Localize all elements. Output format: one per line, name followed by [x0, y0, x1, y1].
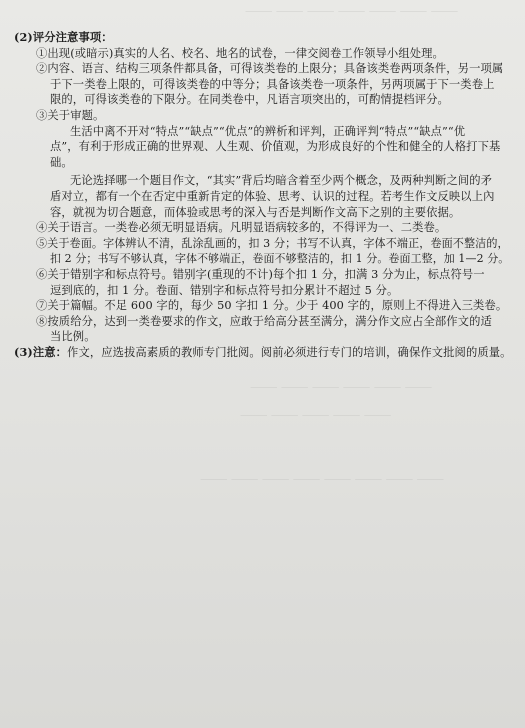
grading-notes — [14, 30, 514, 360]
show-through-text: ⸻ ⸻ ⸻ ⸻ ⸻ ⸻ — [250, 380, 433, 393]
note-item-2-cont: 于下一类卷上限的，可得该类卷的中等分；具备该类卷一项条件，另两项属于下一类卷上 — [50, 77, 495, 91]
note-item-3-para: 生活中离不开对“特点”“缺点”“优点”的辨析和评判，正确评判“特点”“缺点”“优 — [70, 124, 466, 138]
note-item-6: ⑥关于错别字和标点符号。错别字(重现的不计)每个扣 1 分，扣满 3 分为止，标点符号一 — [36, 267, 485, 281]
note-item-3-para: 盾对立，都有一个在否定中重新肯定的体验、思考、认识的过程。若考生作文反映以上內 — [50, 189, 495, 203]
note-item-4: ④关于语言。一类卷必须无明显语病。凡明显语病较多的，不得评为一、二类卷。 — [36, 221, 447, 235]
show-through-text: ⸻ ⸻ ⸻ ⸻ ⸻ ⸻ ⸻ ⸻ — [200, 472, 445, 485]
note-item-3-para: 无论选择哪一个题目作文，“其实”背后均暗含着至少两个概念，及两种判断之间的矛 — [70, 174, 493, 188]
note-item-3-para: 础。 — [50, 155, 73, 169]
note-item-5-cont: 扣 2 分；书写不够认真，字体不够端正，卷面不够整洁的，扣 1 分。卷面工整，加 1—2 分。 — [50, 252, 510, 266]
show-through-text: ⸻ ⸻ ⸻ ⸻ ⸻ ⸻ ⸻ — [245, 4, 459, 17]
note-item-2: ②内容、语言、结构三项条件都具备，可得该类卷的上限分；具备该类卷两项条件，另一项属 — [36, 62, 504, 76]
note-item-8-cont: 当比例。 — [50, 330, 96, 344]
show-through-text: ⸻ ⸻ ⸻ ⸻ ⸻ — [240, 408, 392, 421]
note-item-3-para: 点”，有利于形成正确的世界观、人生观、价值观，为形成良好的个性和健全的人格打下基 — [50, 140, 501, 154]
note-item-8: ⑧按质给分，达到一类卷要求的作文，应敢于给高分甚至满分，满分作文应占全部作文的适 — [36, 314, 492, 328]
attention-note — [14, 345, 514, 361]
note-item-1: ①出现(或暗示)真实的人名、校名、地名的试卷，一律交阅卷工作领导小组处理。 — [36, 46, 444, 60]
note-item-6-cont: 逗到底的，扣 1 分。卷面、错别字和标点符号扣分累计不超过 5 分。 — [50, 283, 399, 297]
note-item-3: ③关于审题。 — [36, 108, 105, 122]
note-item-7: ⑦关于篇幅。不足 600 字的，每少 50 字扣 1 分。少于 400 字的，原则上不得进入三类卷。 — [36, 299, 508, 313]
note-item-3-para: 容，就视为切合题意，而体验或思考的深入与否是判断作文高下之别的主要依据。 — [50, 205, 461, 219]
note-item-5: ⑤关于卷面。字体辨认不清，乱涂乱画的，扣 3 分；书写不认真，字体不端正，卷面不整洁的， — [36, 236, 509, 250]
section-heading: (2)评分注意事项： — [14, 30, 113, 44]
attention-label: (3)注意： — [14, 344, 68, 359]
attention-text: 作文，应选拔高素质的教师专门批阅。阅前必须进行专门的培训，确保作文批阅的质量。 — [67, 345, 512, 359]
note-item-2-cont: 限的，可得该类卷的下限分。在同类卷中，凡语言项突出的，可酌情提档评分。 — [50, 93, 449, 107]
